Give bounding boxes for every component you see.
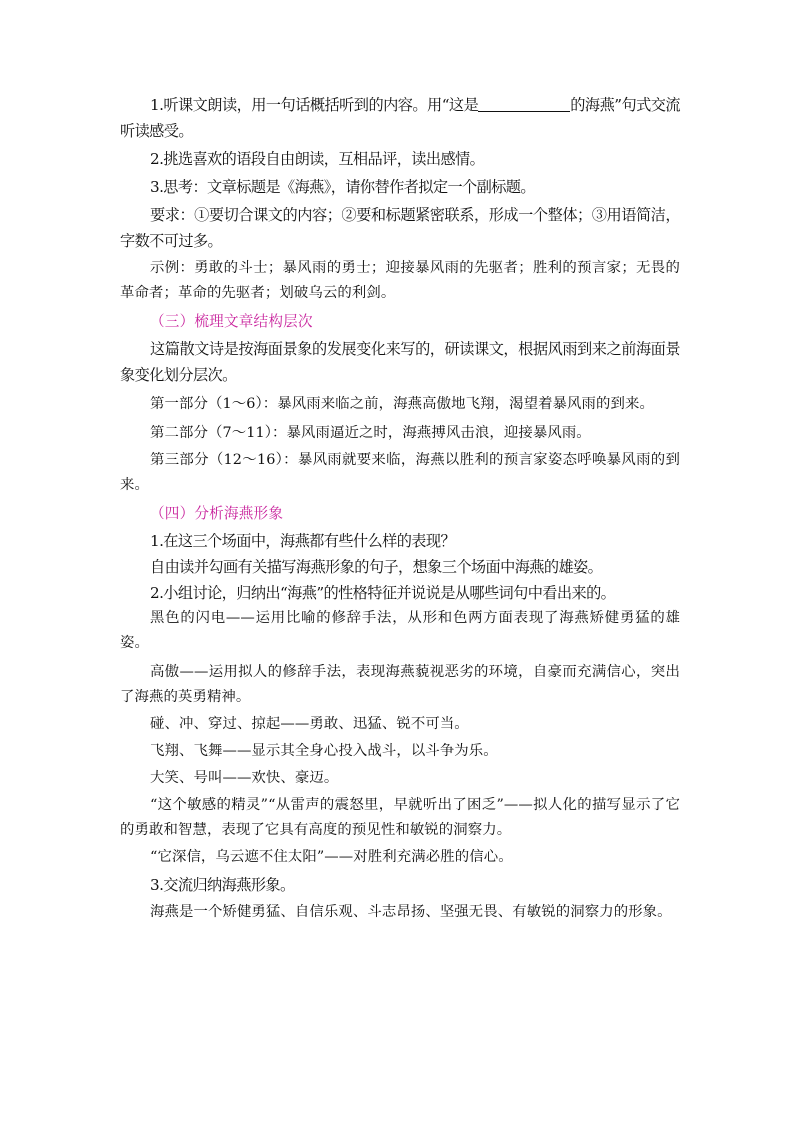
task-listen-text-b: 的海燕”句式交流听读感受。 — [120, 96, 680, 140]
document-body — [120, 92, 680, 925]
summary-task: 3.交流归纳海燕形象。 — [150, 876, 295, 894]
task-listen-text-a: 1.听课文朗读，用一句话概括听到的内容。用“这是 — [150, 96, 479, 114]
free-reading: 自由读并勾画有关描写海燕形象的句子，想象三个场面中海燕的雄姿。 — [150, 558, 603, 576]
group-discussion: 2.小组讨论，归纳出“海燕”的性格特征并说说是从哪些词句中看出来的。 — [150, 584, 616, 602]
analysis-proud: 高傲——运用拟人的修辞手法，表现海燕藐视恶劣的环境，自豪而充满信心，突出了海燕的英勇精神。 — [120, 664, 680, 705]
requirements: 要求：①要切合课文的内容；②要和标题紧密联系，形成一个整体；③用语简洁，字数不可过多。 — [120, 206, 680, 250]
task-read-aloud: 2.挑选喜欢的语段自由朗读，互相品评，读出感情。 — [150, 150, 485, 168]
part-one: 第一部分（1～6）：暴风雨来临之前，海燕高傲地飞翔，渴望着暴风雨的到来。 — [150, 396, 654, 412]
summary-image: 海燕是一个矫健勇猛、自信乐观、斗志昂扬、坚强无畏、有敏锐的洞察力的形象。 — [150, 904, 672, 920]
analysis-sun: “它深信，乌云遮不住太阳”——对胜利充满必胜的信心。 — [150, 849, 513, 865]
analysis-sensitive-spirit: “这个敏感的精灵”“从雷声的震怒里，早就听出了困乏”——拟人化的描写显示了它的勇敢和智慧，表现了它具有高度的预见性和敏锐的洞察力。 — [120, 797, 680, 838]
fill-blank — [478, 95, 570, 112]
part-three: 第三部分（12～16）：暴风雨就要来临，海燕以胜利的预言家姿态呼唤暴风雨的到来。 — [120, 452, 680, 493]
task-subtitle: 3.思考：文章标题是《海燕》，请你替作者拟定一个副标题。 — [150, 178, 535, 196]
examples: 示例：勇敢的斗士；暴风雨的勇士；迎接暴风雨的先驱者；胜利的预言家；无畏的革命者；革命的先驱者；划破乌云的利剑。 — [120, 260, 680, 301]
part-two: 第二部分（7～11）：暴风雨逼近之时，海燕搏风击浪，迎接暴风雨。 — [150, 425, 591, 441]
analysis-verbs: 碰、冲、穿过、掠起——勇敢、迅猛、锐不可当。 — [150, 716, 469, 732]
analysis-laughing: 大笑、号叫——欢快、豪迈。 — [150, 770, 339, 786]
analysis-flying: 飞翔、飞舞——显示其全身心投入战斗，以斗争为乐。 — [150, 743, 498, 759]
structure-intro: 这篇散文诗是按海面景象的发展变化来写的，研读课文，根据风雨到来之前海面景象变化划分层次。 — [120, 340, 680, 384]
question-scenes: 1.在这三个场面中，海燕都有些什么样的表现？ — [150, 532, 456, 550]
analysis-black-lightning: 黑色的闪电——运用比喻的修辞手法，从形和色两方面表现了海燕矫健勇猛的雄姿。 — [120, 610, 680, 651]
task-listen — [120, 92, 680, 144]
section-heading-image: （四）分析海燕形象 — [150, 505, 284, 522]
section-heading-structure: （三）梳理文章结构层次 — [150, 313, 313, 330]
